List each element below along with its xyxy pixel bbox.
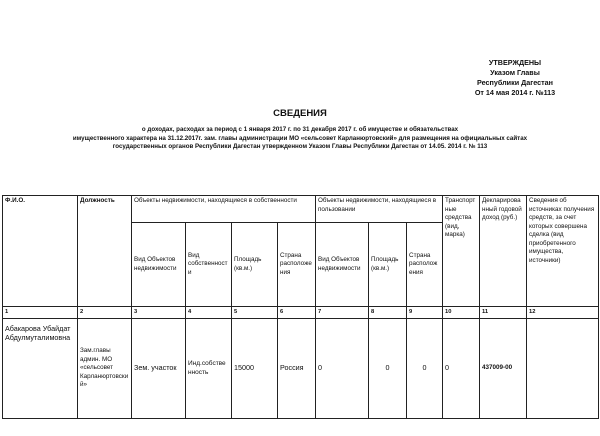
header-used-type: Вид Объектов недвижимости xyxy=(316,223,369,307)
approval-line-4: От 14 мая 2014 г. №113 xyxy=(474,88,556,97)
header-owned-country: Страна расположения xyxy=(278,223,316,307)
cell-used-type: 0 xyxy=(316,319,369,419)
header-used-group: Объекты недвижимости, находящиеся в пользовании xyxy=(316,196,443,223)
header-transport: Транспортные средства (вид, марка) xyxy=(443,196,480,307)
cell-owned-area: 15000 xyxy=(232,319,278,419)
column-number: 11 xyxy=(480,307,527,319)
subtitle-line-2: имущественного характера на 31.12.2017г. зам. главы администрации МО «сельсовет Карланюртовский» для размещения на официальных сайтах xyxy=(72,134,528,142)
column-number: 1 xyxy=(3,307,78,319)
subtitle-line-3: государственных органов Республики Дагестан утвержденном Указом Главы Республики Дагестан от 14.05. 2014 г. № 113 xyxy=(112,143,488,150)
header-position: Должность xyxy=(78,196,132,307)
cell-sources xyxy=(527,319,599,419)
column-number: 10 xyxy=(443,307,480,319)
approval-line-2: Указом Главы xyxy=(490,68,540,77)
document-title: СВЕДЕНИЯ xyxy=(273,108,327,119)
declaration-table xyxy=(2,195,599,419)
column-number: 4 xyxy=(186,307,232,319)
cell-income: 437009-00 xyxy=(480,319,527,419)
header-owned-area: Площадь (кв.м.) xyxy=(232,223,278,307)
column-number: 8 xyxy=(369,307,407,319)
approval-line-1: УТВЕРЖДЕНЫ xyxy=(488,58,542,67)
header-owned-ownership: Вид собственности xyxy=(186,223,232,307)
table-row xyxy=(3,319,599,419)
header-owned-type: Вид Объектов недвижимости xyxy=(132,223,186,307)
header-fio: Ф.И.О. xyxy=(3,196,78,307)
approval-block xyxy=(440,58,590,98)
column-number: 12 xyxy=(527,307,599,319)
header-used-country: Страна расположения xyxy=(407,223,443,307)
header-owned-group: Объекты недвижимости, находящиеся в собственности xyxy=(132,196,316,223)
header-sources: Сведения об источниках получения средств, за счет которых совершена сделка (вид приобретенного имущества, источники) xyxy=(527,196,599,307)
approval-line-3: Республики Дагестан xyxy=(477,78,553,87)
cell-used-country: 0 xyxy=(407,319,443,419)
cell-position: Зам.главы админ. МО «сельсовет Карланюртовский» xyxy=(78,319,132,419)
cell-owned-type: Зем. участок xyxy=(132,319,186,419)
cell-transport: 0 xyxy=(443,319,480,419)
header-income: Декларированный годовой доход (руб.) xyxy=(480,196,527,307)
subtitle-line-1: о доходах, расходах за период с 1 января 2017 г. по 31 декабря 2017 г. об имуществе и обязательствах xyxy=(141,126,459,133)
column-number: 5 xyxy=(232,307,278,319)
header-used-area: Площадь (кв.м.) xyxy=(369,223,407,307)
cell-fio: Абакарова Убайдат Абдулмуталимовна xyxy=(3,319,78,419)
document-subtitle xyxy=(10,126,590,152)
column-number: 7 xyxy=(316,307,369,319)
column-number: 9 xyxy=(407,307,443,319)
column-number-row xyxy=(3,307,599,319)
column-number: 2 xyxy=(78,307,132,319)
column-number: 6 xyxy=(278,307,316,319)
cell-used-area: 0 xyxy=(369,319,407,419)
column-number: 3 xyxy=(132,307,186,319)
cell-owned-ownership: Инд.собственность xyxy=(186,319,232,419)
cell-owned-country: Россия xyxy=(278,319,316,419)
